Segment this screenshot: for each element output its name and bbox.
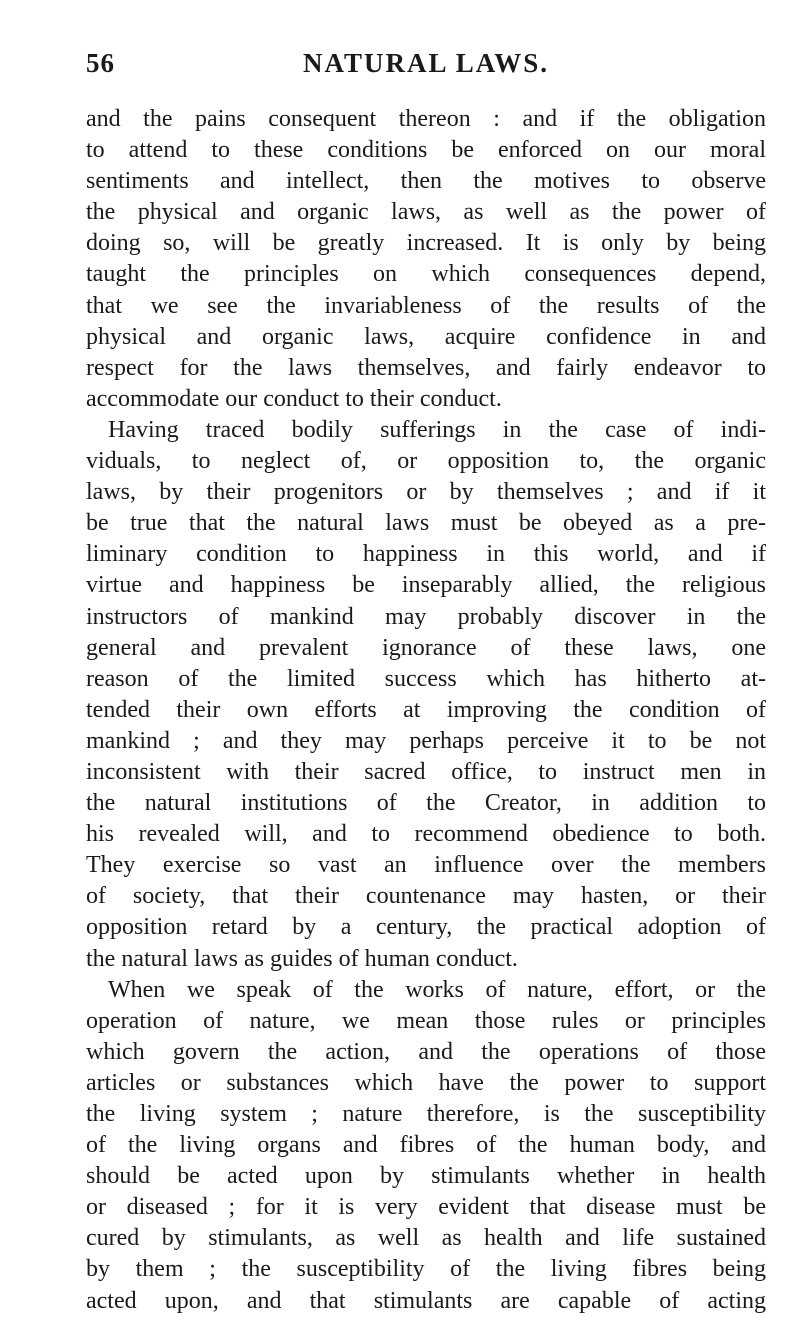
text-line: or diseased ; for it is very evident that disease must be xyxy=(86,1194,766,1221)
text-line: They exercise so vast an influence over the members xyxy=(86,852,766,879)
text-line: articles or substances which have the power to support xyxy=(86,1069,766,1096)
body-text xyxy=(86,104,766,1317)
text-line: that we see the invariableness of the results of the xyxy=(86,292,766,319)
text-line: reason of the limited success which has hitherto at- xyxy=(86,665,766,692)
page-number: 56 xyxy=(86,48,115,78)
text-line: taught the principles on which consequences depend, xyxy=(86,261,766,288)
text-line: Having traced bodily sufferings in the case of indi- xyxy=(108,416,766,443)
text-line: and the pains consequent thereon : and if the obligation xyxy=(86,106,766,132)
text-line: to attend to these conditions be enforced on our moral xyxy=(86,137,766,164)
text-line: instructors of mankind may probably discover in the xyxy=(86,603,766,630)
text-line: operation of nature, we mean those rules or principles xyxy=(86,1007,766,1034)
text-line: general and prevalent ignorance of these laws, one xyxy=(86,634,766,661)
text-line: tended their own efforts at improving the condition of xyxy=(86,696,766,723)
text-line: acted upon, and that stimulants are capable of acting xyxy=(86,1287,766,1314)
text-line: viduals, to neglect of, or opposition to, the organic xyxy=(86,448,766,475)
text-line: inconsistent with their sacred office, to instruct men in xyxy=(86,758,766,785)
text-line: When we speak of the works of nature, effort, or the xyxy=(108,976,766,1003)
text-line: opposition retard by a century, the practical adoption of xyxy=(86,914,766,941)
text-line: of the living organs and fibres of the human body, and xyxy=(86,1132,766,1159)
text-line: sentiments and intellect, then the motives to observe xyxy=(86,168,766,195)
text-line: accommodate our conduct to their conduct. xyxy=(86,385,502,412)
page-header xyxy=(86,48,766,88)
text-line: the physical and organic laws, as well as the power of xyxy=(86,199,766,226)
text-line: of society, that their countenance may hasten, or their xyxy=(86,883,766,910)
text-line: the natural institutions of the Creator, in addition to xyxy=(86,790,766,817)
text-line: by them ; the susceptibility of the living fibres being xyxy=(86,1256,766,1283)
text-line: which govern the action, and the operations of those xyxy=(86,1038,766,1065)
text-line: be true that the natural laws must be obeyed as a pre- xyxy=(86,510,766,537)
text-line: mankind ; and they may perhaps perceive it to be not xyxy=(86,727,766,754)
text-line: should be acted upon by stimulants whether in health xyxy=(86,1163,766,1190)
text-line: virtue and happiness be inseparably allied, the religious xyxy=(86,572,766,599)
text-line: laws, by their progenitors or by themselves ; and if it xyxy=(86,479,766,506)
text-line: cured by stimulants, as well as health and life sustained xyxy=(86,1225,766,1252)
text-line: liminary condition to happiness in this world, and if xyxy=(86,541,766,568)
text-line: physical and organic laws, acquire confidence in and xyxy=(86,323,766,350)
text-line: doing so, will be greatly increased. It is only by being xyxy=(86,230,766,257)
text-line: the living system ; nature therefore, is the susceptibility xyxy=(86,1101,766,1127)
text-line: his revealed will, and to recommend obedience to both. xyxy=(86,821,766,848)
text-line: the natural laws as guides of human conduct. xyxy=(86,945,518,972)
text-line: respect for the laws themselves, and fairly endeavor to xyxy=(86,354,766,381)
running-head: NATURAL LAWS. xyxy=(302,48,550,78)
